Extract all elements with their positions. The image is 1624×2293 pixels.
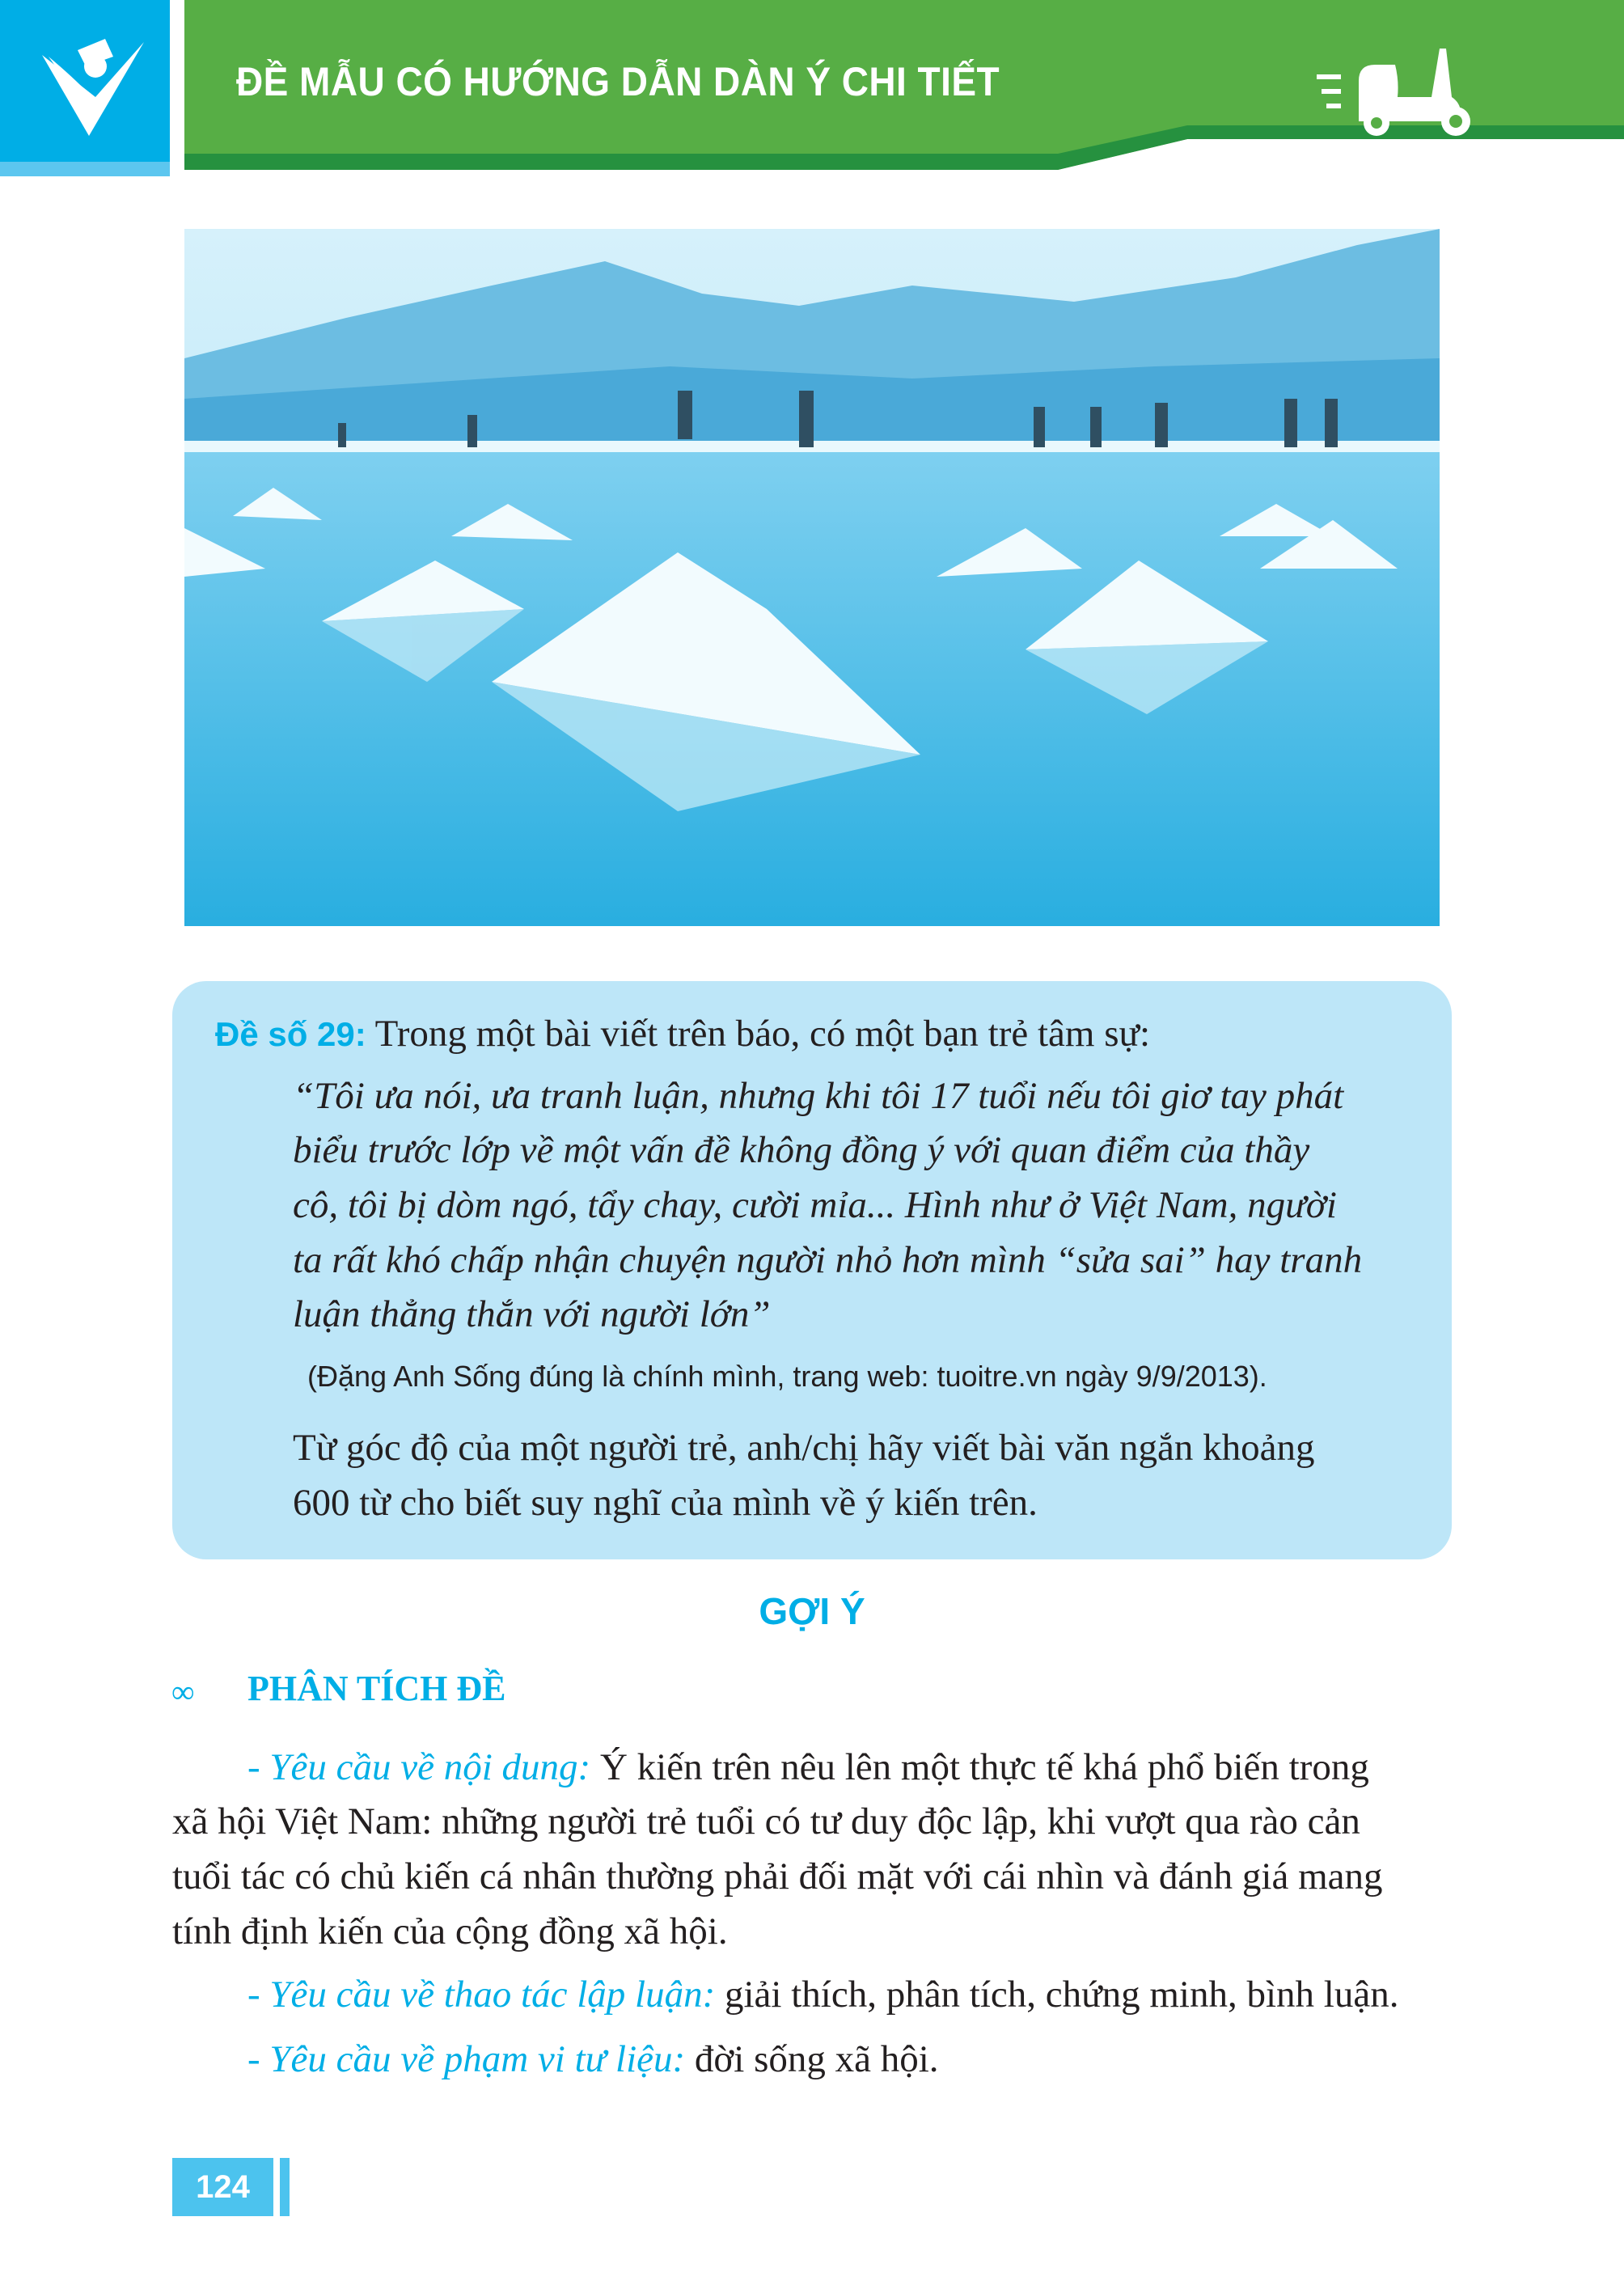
task-line: Từ góc độ của một người trẻ, anh/chị hãy viết bài văn ngắn khoảng [293, 1427, 1315, 1469]
hint-item-text: xã hội Việt Nam: những người trẻ tuổi có tư duy độc lập, khi vượt qua rào cản [172, 1800, 1360, 1842]
scooter-icon [1310, 32, 1488, 137]
hint-item [247, 1743, 1369, 1792]
quote-line: luận thẳng thắn với người lớn” [293, 1293, 771, 1335]
hint-item-label: - Yêu cầu về phạm vi tư liệu: [247, 2038, 686, 2080]
hint-item-label: - Yêu cầu về nội dung: [247, 1746, 591, 1788]
hint-item-text: đời sống xã hội. [685, 2038, 939, 2080]
hint-item-text: tuổi tác có chủ kiến cá nhân thường phải đối mặt với cái nhìn và đánh giá mang [172, 1855, 1383, 1897]
question-label: Đề số 29: [215, 1015, 366, 1053]
page-number-bar [280, 2158, 290, 2216]
quote-line: cô, tôi bị dòm ngó, tẩy chay, cười mỉa... Hình như ở Việt Nam, người [293, 1184, 1337, 1226]
logo-strip [0, 162, 170, 176]
quote-line: ta rất khó chấp nhận chuyện người nhỏ hơn mình “sửa sai” hay tranh [293, 1239, 1363, 1281]
question-intro: Trong một bài viết trên báo, có một bạn trẻ tâm sự: [366, 1013, 1151, 1055]
header-title: ĐỀ MẪU CÓ HƯỚNG DẪN DÀN Ý CHI TIẾT [236, 59, 1000, 104]
hint-item-text: tính định kiến của cộng đồng xã hội. [172, 1910, 728, 1952]
page-number: 124 [172, 2158, 273, 2216]
quote-source: (Đặng Anh Sống đúng là chính mình, trang web: tuoitre.vn ngày 9/9/2013). [307, 1360, 1267, 1393]
hint-item-text: giải thích, phân tích, chứng minh, bình luận. [715, 1974, 1399, 2016]
task-line: 600 từ cho biết suy nghĩ của mình về ý kiến trên. [293, 1482, 1038, 1524]
v-graduate-logo-icon [0, 0, 170, 162]
section-title: PHÂN TÍCH ĐỀ [247, 1669, 506, 1708]
salt-fields-photo [184, 229, 1440, 926]
ornament-icon: ∞ [171, 1673, 195, 1710]
hint-heading: GỢI Ý [759, 1590, 865, 1632]
question-heading [215, 1009, 1150, 1059]
hint-item [247, 1970, 1398, 2019]
hint-item [247, 2035, 939, 2084]
quote-line: “Tôi ưa nói, ưa tranh luận, nhưng khi tôi 17 tuổi nếu tôi giơ tay phát [293, 1075, 1344, 1117]
hint-item-label: - Yêu cầu về thao tác lập luận: [247, 1974, 716, 2016]
logo-box [0, 0, 170, 162]
quote-line: biểu trước lớp về một vấn đề không đồng ý với quan điểm của thầy [293, 1129, 1310, 1171]
hint-item-text: Ý kiến trên nêu lên một thực tế khá phổ biến trong [590, 1746, 1369, 1788]
